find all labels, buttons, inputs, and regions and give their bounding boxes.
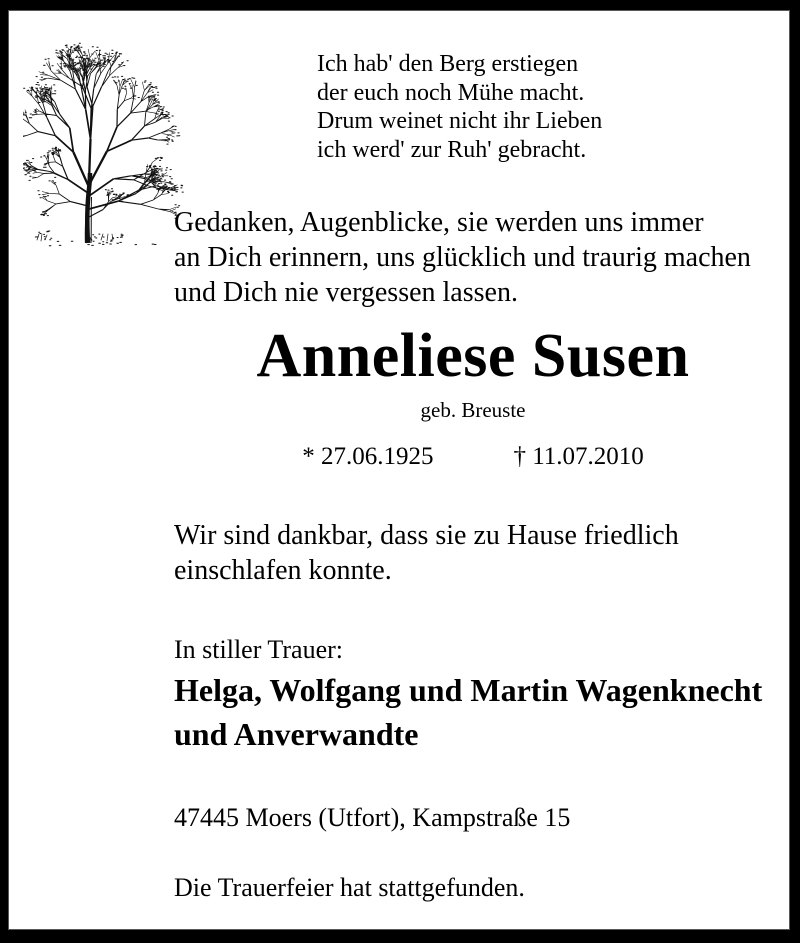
life-dates (174, 442, 772, 471)
notice-sheet (8, 10, 790, 930)
poem-line: Ich hab' den Berg erstiegen (317, 51, 579, 77)
mourning-label: In stiller Trauer: (174, 635, 343, 664)
poem-line: ich werd' zur Ruh' gebracht. (317, 136, 587, 163)
gratitude-message (174, 518, 679, 588)
intro-line: Gedanken, Augenblicke, sie werden uns immer (174, 207, 704, 238)
intro-line: an Dich erinnern, uns glücklich und traurig machen (174, 242, 751, 273)
tree-illustration (23, 31, 193, 251)
mourner-line: Helga, Wolfgang und Martin Wagenknecht (174, 672, 763, 708)
maiden-name: geb. Breuste (420, 398, 526, 422)
intro-paragraph (174, 205, 751, 310)
closing-note: Die Trauerfeier hat stattgefunden. (174, 873, 525, 902)
message-line: einschlafen konnte. (174, 555, 392, 586)
poem-line: Drum weinet nicht ihr Lieben (317, 108, 603, 134)
poem-line: der euch noch Mühe macht. (317, 79, 585, 106)
death-date: † 11.07.2010 (513, 443, 644, 470)
poem (317, 50, 602, 164)
mourners (174, 668, 762, 756)
deceased-name: Anneliese Susen (256, 322, 690, 390)
message-line: Wir sind dankbar, dass sie zu Hause friedlich (174, 520, 679, 551)
birth-date: * 27.06.1925 (302, 443, 434, 470)
mourner-line: und Anverwandte (174, 716, 419, 752)
bare-tree-icon (23, 31, 193, 251)
intro-line: und Dich nie vergessen lassen. (174, 277, 518, 308)
address: 47445 Moers (Utfort), Kampstraße 15 (174, 803, 571, 832)
